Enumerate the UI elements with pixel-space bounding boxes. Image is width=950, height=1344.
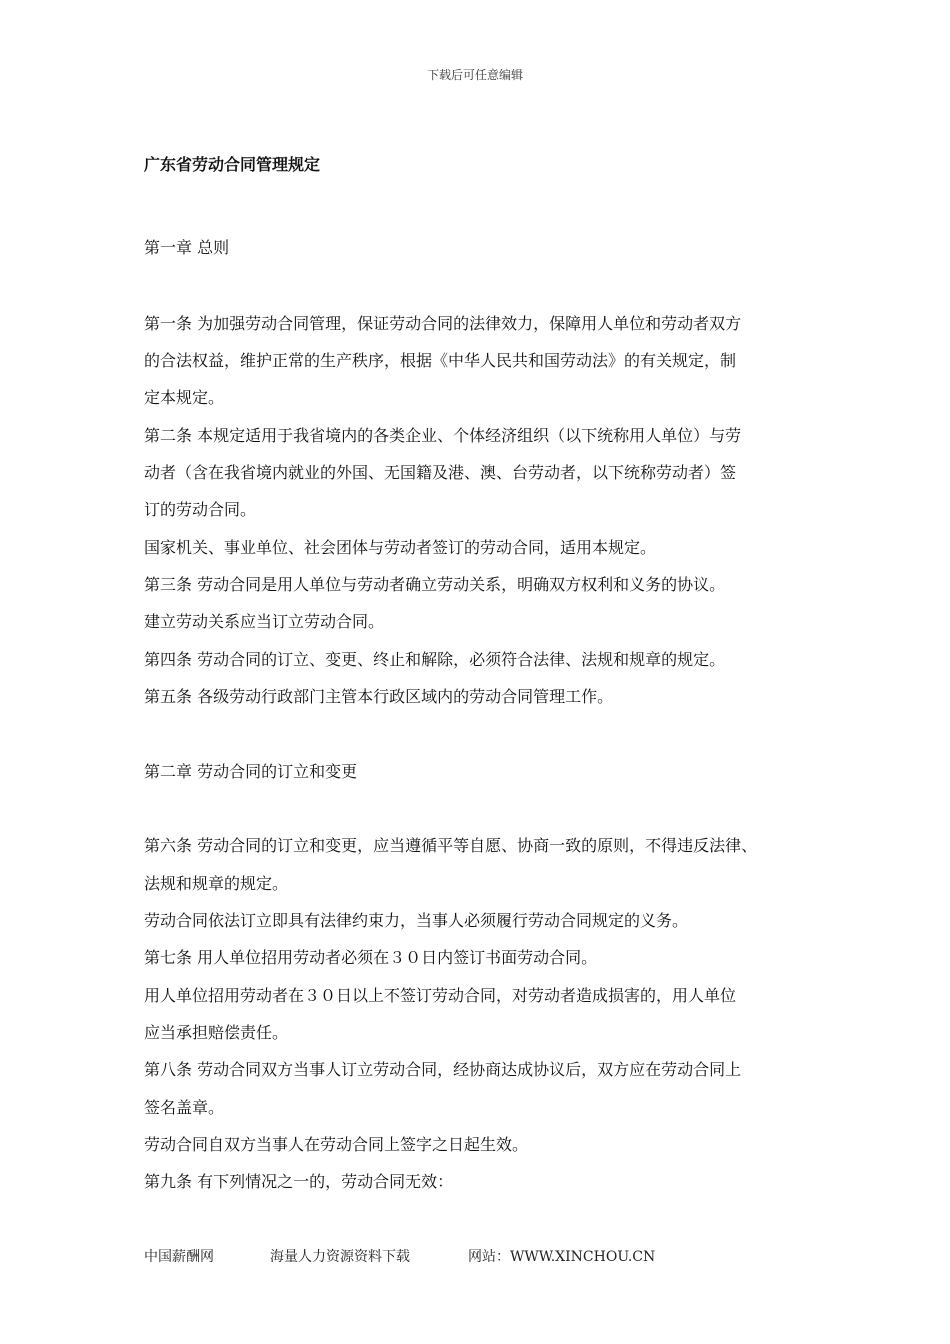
chapter-heading: 第一章 总则 [144, 238, 230, 257]
page-footer [144, 1246, 655, 1266]
chapter-heading: 第二章 劳动合同的订立和变更 [144, 762, 358, 781]
paragraph-line: 法规和规章的规定。 [144, 874, 289, 893]
paragraph-line: 劳动合同依法订立即具有法律约束力，当事人必须履行劳动合同规定的义务。 [144, 911, 689, 930]
paragraph-line: 第五条 各级劳动行政部门主管本行政区域内的劳动合同管理工作。 [144, 687, 614, 706]
paragraph-line: 应当承担赔偿责任。 [144, 1023, 289, 1042]
paragraph-line: 劳动合同自双方当事人在劳动合同上签字之日起生效。 [144, 1135, 529, 1154]
footer-website-link[interactable]: 网站：WWW.XINCHOU.CN [468, 1249, 656, 1265]
footer-slogan: 海量人力资源资料下载 [270, 1249, 410, 1265]
document-title: 广东省劳动合同管理规定 [144, 155, 321, 174]
paragraph-line: 签名盖章。 [144, 1098, 225, 1117]
paragraph-line: 第九条 有下列情况之一的，劳动合同无效： [144, 1172, 454, 1191]
paragraph-line: 的合法权益，维护正常的生产秩序，根据《中华人民共和国劳动法》的有关规定，制 [144, 351, 737, 370]
paragraph-line: 第二条 本规定适用于我省境内的各类企业、个体经济组织（以下统称用人单位）与劳 [144, 426, 742, 445]
paragraph-line: 用人单位招用劳动者在３０日以上不签订劳动合同，对劳动者造成损害的，用人单位 [144, 986, 737, 1005]
paragraph-line: 第三条 劳动合同是用人单位与劳动者确立劳动关系，明确双方权利和义务的协议。 [144, 575, 726, 594]
paragraph-line: 定本规定。 [144, 388, 225, 407]
paragraph-line: 订的劳动合同。 [144, 500, 257, 519]
paragraph-line: 第八条 劳动合同双方当事人订立劳动合同，经协商达成协议后，双方应在劳动合同上 [144, 1060, 742, 1079]
paragraph-line: 国家机关、事业单位、社会团体与劳动者签订的劳动合同，适用本规定。 [144, 538, 657, 557]
paragraph-line: 建立劳动关系应当订立劳动合同。 [144, 612, 385, 631]
paragraph-line: 第一条 为加强劳动合同管理，保证劳动合同的法律效力，保障用人单位和劳动者双方 [144, 314, 742, 333]
paragraph-line: 第七条 用人单位招用劳动者必须在３０日内签订书面劳动合同。 [144, 948, 598, 967]
paragraph-line: 第四条 劳动合同的订立、变更、终止和解除，必须符合法律、法规和规章的规定。 [144, 650, 726, 669]
paragraph-line: 动者（含在我省境内就业的外国、无国籍及港、澳、台劳动者，以下统称劳动者）签 [144, 463, 737, 482]
page-header-note: 下载后可任意编辑 [426, 68, 523, 82]
footer-site-name: 中国薪酬网 [144, 1249, 214, 1265]
paragraph-line: 第六条 劳动合同的订立和变更，应当遵循平等自愿、协商一致的原则，不得违反法律、 [144, 836, 758, 855]
